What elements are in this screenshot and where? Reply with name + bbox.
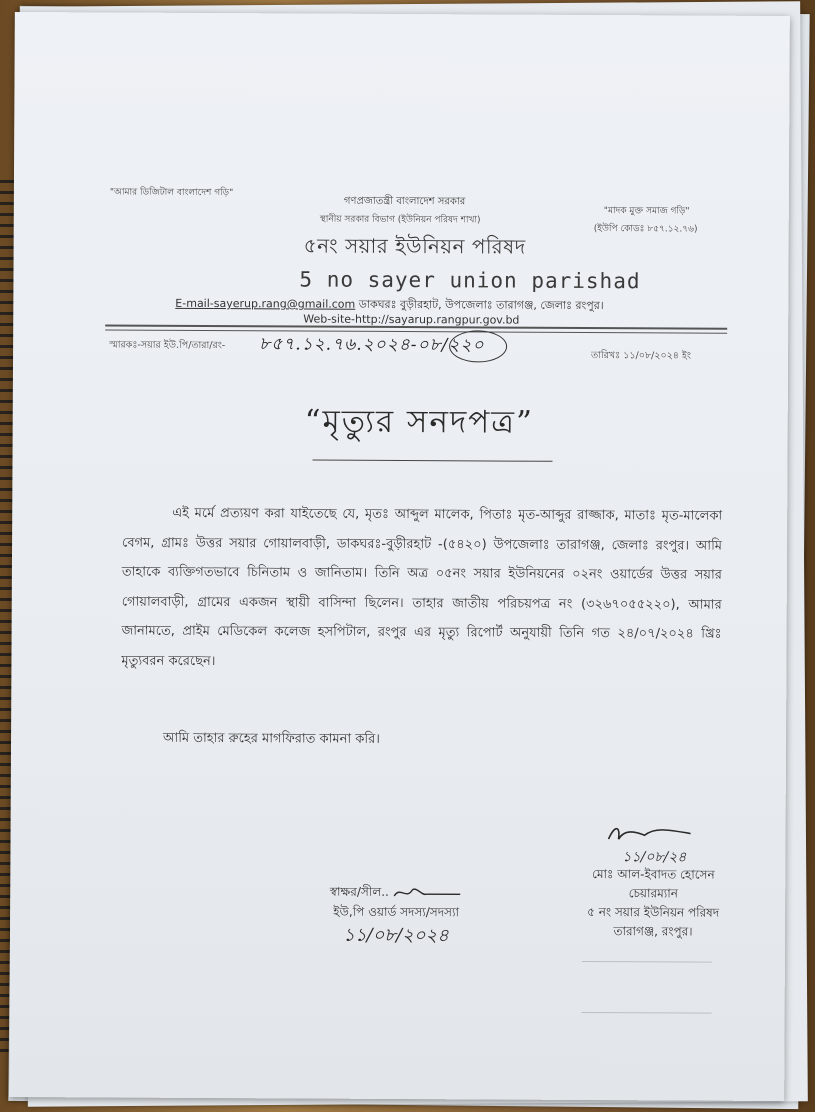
ward-member-signature-line (306, 882, 486, 903)
chairman-location: তারাগঞ্জ, রংপুর। (613, 924, 693, 939)
ward-member-block (306, 882, 486, 947)
chairman-block (568, 865, 738, 942)
ward-member-signature-scribble (393, 883, 463, 901)
faded-official-seal (582, 957, 712, 1020)
chairman-office: ৫ নং সয়ার ইউনিয়ন পরিষদ (587, 904, 720, 920)
ward-member-designation: ইউ,পি ওয়ার্ড সদস্য/সদস্যা (333, 904, 459, 920)
memo-number-handwritten: ৮৫৭.১২.৭৬.২০২৪-০৮/২২০ (259, 334, 485, 356)
left-slogan: "আমার ডিজিটাল বাংলাদেশ গড়ি" (109, 187, 234, 199)
website: Web-site-http://sayarup.rangpur.gov.bd (303, 312, 520, 327)
ward-member-signature-label: স্বাক্ষর/সীল.. (329, 884, 389, 899)
certificate-body: এই মর্মে প্রত্যয়ণ করা যাইতেছে যে, মৃতঃ আব্দুল মালেক, পিতাঃ মৃত-আব্দুর রাজ্জাক, মাতাঃ মৃত-মালেকা বেগম, গ্রামঃ উত্তর সয়ার গোয়ালবাড়ী, ডাকঘরঃ-বুড়ীরহাট -(৫৪২০) উপজেলাঃ তারাগঞ্জ, জেলাঃ রংপুর। আমি তাহাকে ব্যক্তিগতভাবে চিনিতাম ও জানিতাম। তিনি অত্র ০৫নং সয়ার ইউনিয়নের ০২নং ওয়ার্ডের উত্তর সয়ার গোয়ালবাড়ী, গ্রামের একজন স্থায়ী বাসিন্দা ছিলেন। তাহার জাতীয় পরিচয়পত্র নং (৩২৬৭০৫৫২২০), আমার জানামতে, প্রাইম মেডিকেল কলেজ হসপিটাল, রংপুর এর মৃত্যু রিপোর্ট অনুযায়ী তিনি গত ২৪/০৭/২০২৪ খ্রিঃ মৃত্যুবরন করেছেন। (121, 505, 723, 669)
union-title-bangla: ৫নং সয়ার ইউনিয়ন পরিষদ (303, 233, 526, 259)
ward-member-handwritten-date: ১১/০৮/২০২৪ (343, 924, 449, 947)
certificate-sheet (9, 12, 790, 1101)
prayer-line: আমি তাহার রুহের মাগফিরাত কামনা করি। (163, 730, 380, 747)
memo-date: তারিখঃ ১১/০৮/২০২৪ ইং (591, 350, 692, 362)
ministry-line: স্থানীয় সরকার বিভাগ (ইউনিয়ন পরিষদ শাখা) (319, 214, 481, 226)
memo-prefix: স্মারকঃ-সয়ার ইউ.পি/তারা/রং- (109, 339, 226, 352)
postal-address: ডাকঘরঃ বুড়ীরহাট, উপজেলাঃ তারাগঞ্জ, জেলাঃ রংপুর। (358, 297, 604, 313)
chairman-designation: চেয়ারম্যান (628, 886, 678, 901)
memo-number-circle (449, 330, 507, 362)
chairman-name: মোঃ আল-ইবাদত হোসেন (592, 867, 715, 882)
heading-underline (313, 460, 553, 462)
chairman-handwritten-date: ১১/০৮/২৪ (622, 849, 687, 866)
union-code: (ইউপি কোডঃ ৮৫৭.১২.৭৬) (593, 224, 698, 235)
letterhead-rule-top (105, 324, 727, 329)
union-title-english: 5 no sayer union parishad (299, 267, 641, 294)
email-address: sayerup.rang@gmail.com (213, 297, 356, 311)
certificate-heading: “মৃত্যুর সনদপত্র” (304, 403, 534, 441)
email-label: E-mail- (175, 296, 214, 311)
government-line: গণপ্রজাতন্ত্রী বাংলাদেশ সরকার (343, 195, 466, 208)
right-slogan: "মাদক মুক্ত সমাজ গড়ি" (603, 206, 690, 217)
